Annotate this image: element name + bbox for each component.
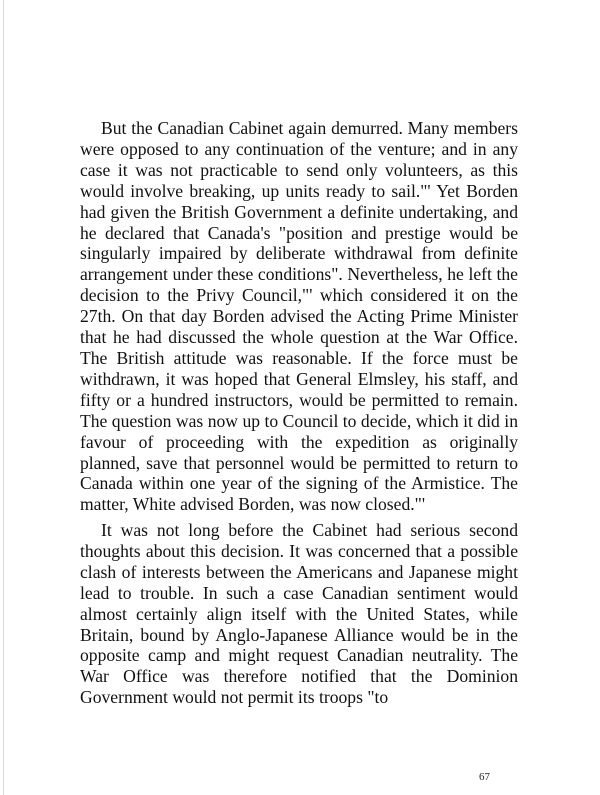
page-edge-divider (3, 0, 4, 795)
body-text-block-1 (80, 118, 518, 515)
paragraph-2: It was not long before the Cabinet had serious second thoughts about this decision. It was concerned that a possible clash of interests between the Americans and Japanese might lead to trouble. In such a case Canadian sentiment would almost certainly align itself with the United States, while Britain, bound by Anglo-Japanese Alliance would be in the opposite camp and might request Canadian neutrality. The War Office was therefore notified that the Dominion Government would not permit its troops "to (80, 520, 518, 708)
body-text-block-2 (80, 520, 518, 708)
page-number: 67 (479, 771, 490, 783)
paragraph-1: But the Canadian Cabinet again demurred. Many members were opposed to any continuation of the venture; and in any case it was not practicable to send only volunteers, as this would involve breaking, up units ready to sail."' Yet Borden had given the British Government a definite undertaking, and he declared that Canada's "position and prestige would be singularly impaired by deliberate withdrawal from definite arrangement under these conditions". Nevertheless, he left the decision to the Privy Council,"' which considered it on the 27th. On that day Borden advised the Acting Prime Minister that he had discussed the whole question at the War Office. The British attitude was reasonable. If the force must be withdrawn, it was hoped that General Elmsley, his staff, and fifty or a hundred instructors, would be permitted to remain. The question was now up to Council to decide, which it did in favour of proceeding with the expedition as originally planned, save that personnel would be permitted to return to Canada within one year of the signing of the Armistice. The matter, White advised Borden, was now closed."' (80, 118, 518, 515)
